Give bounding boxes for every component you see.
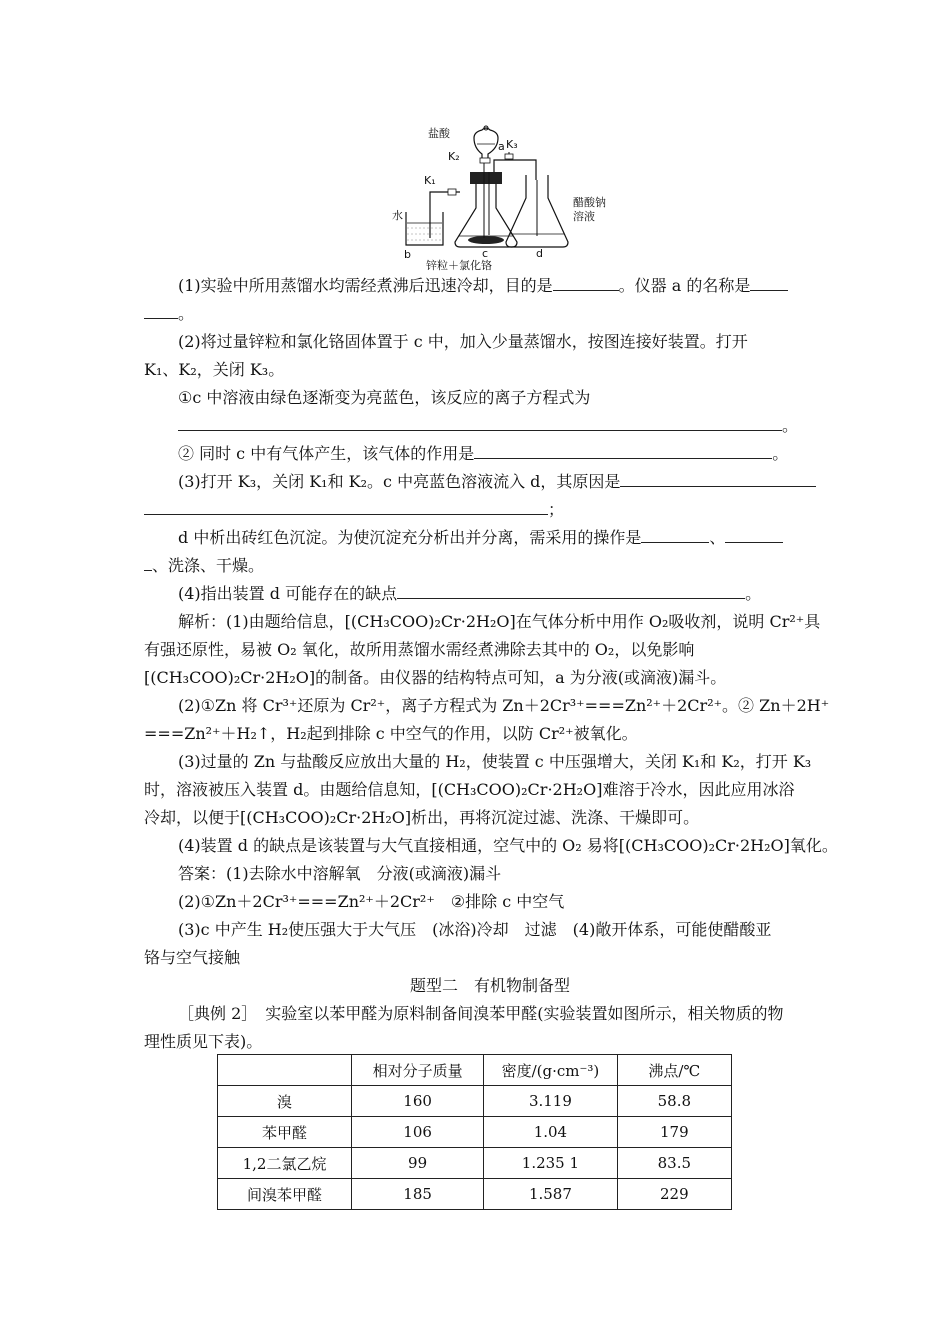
table-cell: 间溴苯甲醛 [218,1179,352,1210]
label-b: b [404,248,411,261]
table-cell: 58.8 [617,1086,731,1117]
analysis-p1-l3: [(CH₃COO)₂Cr·2H₂O]的制备。由仪器的结构特点可知，a 为分液(或滴液)漏斗。 [144,668,727,687]
example-line1: ［典例 2］ 实验室以苯甲醛为原料制备间溴苯甲醛(实验装置如图所示，相关物质的物 [178,1004,784,1023]
analysis-p2-l1: (2)①Zn 将 Cr³⁺还原为 Cr²⁺，离子方程式为 Zn＋2Cr³⁺===Zn²⁺＋2Cr²⁺。② Zn＋2H⁺ [178,696,830,715]
label-solution: 溶液 [573,210,595,223]
label-k3: K₃ [506,138,518,151]
table-cell: 160 [352,1086,484,1117]
q3-line4: 、洗涤、干燥。 [144,556,264,576]
analysis-p4-l1: (4)装置 d 的缺点是该装置与大气直接相通，空气中的 O₂ 易将[(CH₃COO)₂Cr·2H₂O]氧化。 [178,836,838,855]
analysis-p3-l3: 冷却，以便于[(CH₃COO)₂Cr·2H₂O]析出，再将沉淀过滤、洗涤、干燥即可。 [144,808,700,827]
label-k2: K₂ [448,150,460,163]
table-cell: 1.235 1 [484,1148,618,1179]
table-cell: 106 [352,1117,484,1148]
q1-line1: (1)实验中所用蒸馏水均需经煮沸后迅速冷却，目的是 。仪器 a 的名称是 [178,276,788,296]
answer-blank[interactable] [144,500,548,515]
table-cell: 99 [352,1148,484,1179]
table-cell: 179 [617,1117,731,1148]
label-zn-cr: 锌粒＋氯化铬 [426,259,492,272]
analysis-p1-l2: 有强还原性，易被 O₂ 氧化，故所用蒸馏水需经煮沸除去其中的 O₂，以免影响 [144,640,695,659]
q3-line3: d 中析出砖红色沉淀。为使沉淀充分析出并分离，需采用的操作是 、 [178,528,783,548]
example-line2: 理性质见下表)。 [144,1032,263,1051]
q2-line5: ② 同时 c 中有气体产生，该气体的作用是 。 [178,444,789,463]
answer-blank[interactable] [144,556,152,571]
answer-blank[interactable] [553,276,619,291]
table-cell: 83.5 [617,1148,731,1179]
table-cell: 1,2二氯乙烷 [218,1148,352,1179]
q2-line2: K₁、K₂，关闭 K₃。 [144,360,285,379]
table-cell: 3.119 [484,1086,618,1117]
analysis-p3-l1: (3)过量的 Zn 与盐酸反应放出大量的 H₂，使装置 c 中压强增大，关闭 K₁和 K₂，打开 K₃ [178,752,812,771]
answer-blank[interactable] [725,528,783,543]
label-water: 水 [392,209,403,222]
table-header-cell: 相对分子质量 [352,1055,484,1086]
q2-line3: ①c 中溶液由绿色逐渐变为亮蓝色，该反应的离子方程式为 [178,388,591,407]
label-k1: K₁ [424,174,436,187]
table-cell: 185 [352,1179,484,1210]
table-header-cell: 沸点/℃ [617,1055,731,1086]
properties-table [217,1054,732,1210]
answer-blank[interactable] [750,276,788,291]
label-hcl: 盐酸 [428,127,450,140]
q1-line2: 。 [144,304,194,324]
table-row [218,1086,732,1117]
label-d: d [536,247,543,260]
answer-blank[interactable] [474,444,772,459]
analysis-p1-l1: 解析：(1)由题给信息，[(CH₃COO)₂Cr·2H₂O]在气体分析中用作 O₂吸收剂，说明 Cr²⁺具 [178,612,821,631]
q2-line4: 。 [178,416,798,436]
answer-l1: 答案：(1)去除水中溶解氧 分液(或滴液)漏斗 [178,864,502,883]
answer-blank[interactable] [620,472,816,487]
answer-blank[interactable] [397,584,745,599]
analysis-p3-l2: 时，溶液被压入装置 d。由题给信息知，[(CH₃COO)₂Cr·2H₂O]难溶于冷水，因此应用冰浴 [144,780,795,799]
label-naac: 醋酸钠 [573,196,606,209]
table-cell: 苯甲醛 [218,1117,352,1148]
table-cell: 229 [617,1179,731,1210]
table-row [218,1117,732,1148]
table-header-cell: 密度/(g·cm⁻³) [484,1055,618,1086]
table-header-row [218,1055,732,1086]
q2-line1: (2)将过量锌粒和氯化铬固体置于 c 中，加入少量蒸馏水，按图连接好装置。打开 [178,332,748,351]
answer-l3: (3)c 中产生 H₂使压强大于大气压 (冰浴)冷却 过滤 (4)敞开体系，可能使醋酸亚 [178,920,772,939]
answer-blank[interactable] [641,528,709,543]
label-a: a [498,140,505,153]
answer-l2: (2)①Zn＋2Cr³⁺===Zn²⁺＋2Cr²⁺ ②排除 c 中空气 [178,892,565,911]
table-row [218,1179,732,1210]
table-cell: 1.587 [484,1179,618,1210]
table-cell: 溴 [218,1086,352,1117]
answer-blank[interactable] [144,304,178,319]
apparatus-figure [392,120,638,272]
section-title: 题型二 有机物制备型 [410,976,571,995]
table-row [218,1148,732,1179]
q3-line1: (3)打开 K₃，关闭 K₁和 K₂。c 中亮蓝色溶液流入 d，其原因是 [178,472,816,492]
q4-line1: (4)指出装置 d 可能存在的缺点 。 [178,584,762,603]
answer-l4: 铬与空气接触 [144,948,241,967]
analysis-p2-l2: ===Zn²⁺＋H₂↑，H₂起到排除 c 中空气的作用，以防 Cr²⁺被氧化。 [144,724,638,743]
q3-line2: ； [144,500,564,520]
table-header-cell [218,1055,352,1086]
table-cell: 1.04 [484,1117,618,1148]
answer-blank[interactable] [178,416,782,431]
label-c: c [482,247,489,260]
